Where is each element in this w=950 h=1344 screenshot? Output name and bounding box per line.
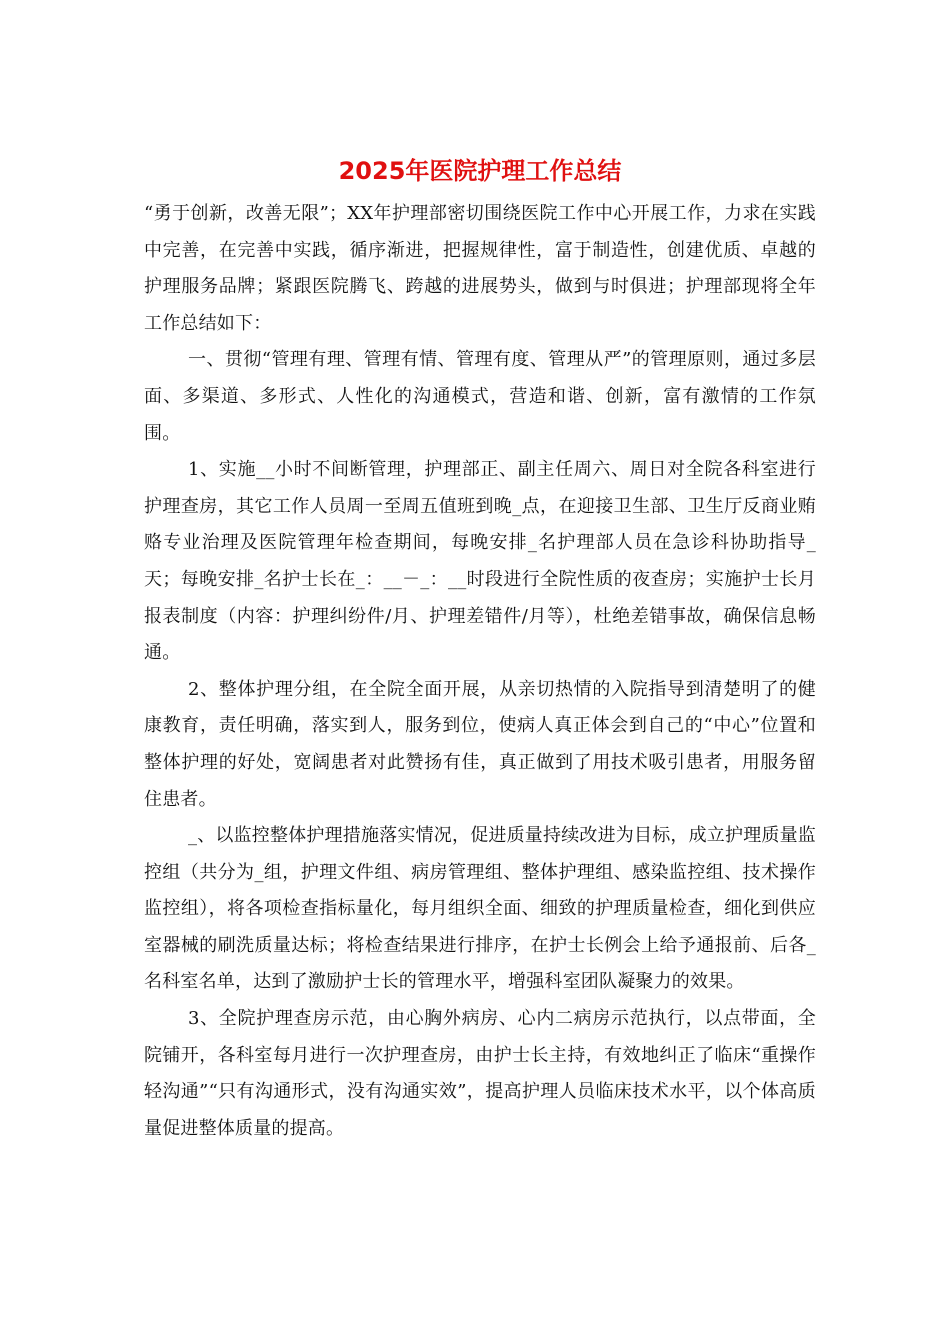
section-one-paragraph: 一、贯彻“管理有理、管理有情、管理有度、管理从严”的管理原则，通过多层面、多渠道、多形式、人性化的沟通模式，营造和谐、创新，富有激情的工作氛围。 xyxy=(144,349,816,444)
document-title: 2025年医院护理工作总结 xyxy=(338,157,622,185)
quality-monitor-paragraph: _、以监控整体护理措施落实情况，促进质量持续改进为目标，成立护理质量监控组（共分为_组，护理文件组、病房管理组、整体护理组、感染监控组、技术操作监控组），将各项检查指标量化，每月组织全面、细致的护理质量检查，细化到供应室器械的刷洗质量达标；将检查结果进行排序，在护士长例会上给予通报前、后各_名科室名单，达到了激励护士长的管理水平，增强科室团队凝聚力的效果。 xyxy=(144,825,816,993)
intro-paragraph: “勇于创新，改善无限”；XX年护理部密切围绕医院工作中心开展工作，力求在实践中完善，在完善中实践，循序渐进，把握规律性，富于制造性，创建优质、卓越的护理服务品牌；紧跟医院腾飞、跨越的进展势头，做到与时俱进；护理部现将全年工作总结如下： xyxy=(144,203,816,334)
item-two-paragraph: 2、整体护理分组，在全院全面开展，从亲切热情的入院指导到清楚明了的健康教育，责任明确，落实到人，服务到位，使病人真正体会到自己的“中心”位置和整体护理的好处，宽阔患者对此赞扬有佳，真正做到了用技术吸引患者，用服务留住患者。 xyxy=(144,678,816,810)
item-three-paragraph: 3、全院护理查房示范，由心胸外病房、心内二病房示范执行，以点带面，全院铺开，各科室每月进行一次护理查房，由护士长主持，有效地纠正了临床“重操作轻沟通”“只有沟通形式，没有沟通实效”，提高护理人员临床技术水平，以个体高质量促进整体质量的提高。 xyxy=(144,1008,816,1139)
item-one-paragraph: 1、实施__小时不间断管理，护理部正、副主任周六、周日对全院各科室进行护理查房，其它工作人员周一至周五值班到晚_点，在迎接卫生部、卫生厅反商业贿赂专业治理及医院管理年检查期间，每晚安排_名护理部人员在急诊科协助指导_天；每晚安排_名护士长在_：__－_：__时段进行全院性质的夜查房；实施护士长月报表制度（内容：护理纠纷件/月、护理差错件/月等），杜绝差错事故，确保信息畅通。 xyxy=(144,459,816,664)
document-page xyxy=(144,150,816,1147)
